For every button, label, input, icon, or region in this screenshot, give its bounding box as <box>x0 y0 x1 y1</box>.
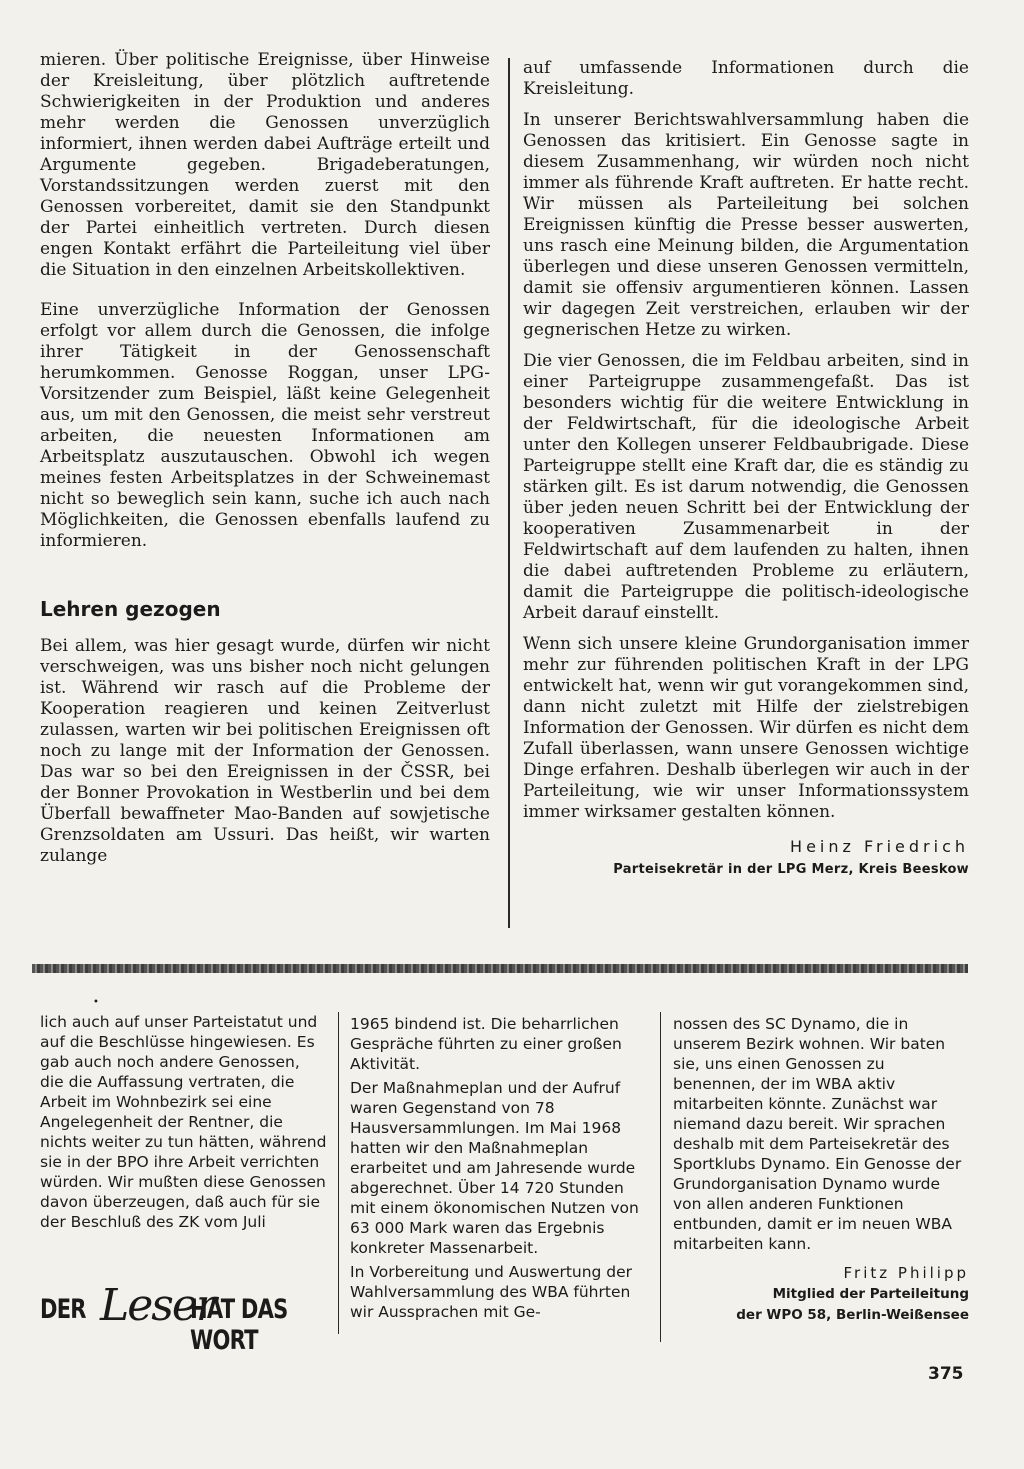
article1-paragraph: auf umfassende Informationen durch die Kreisleitung. <box>523 58 969 99</box>
logo-word-leser: Leser <box>100 1280 215 1331</box>
author-role-line: der WPO 58, Berlin-Weißensee <box>736 1307 969 1323</box>
der-leser-hat-das-wort-logo <box>40 1280 316 1356</box>
article1-paragraph: Die vier Genossen, die im Feldbau arbeiten, sind in einer Parteigruppe zusammengefaßt. Das ist besonders wichtig für die weitere Entwicklung in der Feldwirtschaft, für die ideologische Arbeit unter den Kollegen unserer Feldbaubrigade. Diese Parteigruppe stellt eine Kraft dar, die es ständig zu stärken gilt. Es ist darum notwendig, die Genossen über jeden neuen Schritt bei der Entwicklung der kooperativen Zusammenarbeit in der Feldwirtschaft auf dem laufenden zu halten, ihnen die dabei auftretenden Probleme zu erläutern, damit die Parteigruppe die politisch-ideologische Arbeit darauf einstellt. <box>523 351 969 623</box>
article2-paragraph: nossen des SC Dynamo, die in unserem Bezirk wohnen. Wir baten sie, uns einen Genossen zu benennen, der im WBA aktiv mitarbeiten könnte. Zunächst war niemand dazu bereit. Wir sprachen deshalb mit dem Parteisekretär des Sportklubs Dynamo. Ein Genosse der Grundorganisation Dynamo wurde von allen anderen Funktionen entbunden, damit er im neuen WBA mitarbeiten kann. <box>673 1015 962 1253</box>
author-name: Fritz Philipp <box>843 1264 969 1282</box>
article1-paragraph: Bei allem, was hier gesagt wurde, dürfen wir nicht verschweigen, was uns bisher noch nicht gelungen ist. Während wir rasch auf die Probleme der Kooperation reagieren und keinen Zeitverlust zulassen, warten wir bei politischen Ereignissen oft noch zu lange mit der Information der Genossen. Das war so bei den Ereignissen in der ČSSR, bei der Bonner Provokation in Westberlin und bei dem Überfall bewaffneter Mao-Banden auf sowjetische Grenzsoldaten am Ussuri. Das heißt, wir warten zulange <box>40 636 490 866</box>
article2-paragraph: In Vorbereitung und Auswertung der Wahlversammlung des WBA führten wir Aussprachen mit Ge- <box>350 1263 633 1321</box>
article2-paragraph: 1965 bindend ist. Die beharrlichen Gespräche führten zu einer großen Aktivität. <box>350 1015 622 1073</box>
article2-paragraph: lich auch auf unser Parteistatut und auf die Beschlüsse hingewiesen. Es gab auch noch andere Genossen, die die Auffassung vertraten, die Arbeit im Wohnbezirk sei eine Angelegenheit der Rentner, die nichts weiter zu tun hätten, während sie in der BPO ihre Arbeit verrichten würden. Wir mußten diese Genossen davon überzeugen, daß auch für sie der Beschluß des ZK vom Juli <box>40 1013 327 1231</box>
author-role: Parteisekretär in der LPG Merz, Kreis Beeskow <box>613 862 969 877</box>
article2-column-2 <box>350 1014 640 1322</box>
article2-column-3 <box>673 1014 969 1324</box>
column-divider <box>338 1012 339 1334</box>
section-separator <box>32 964 968 973</box>
print-speck: • <box>93 997 99 1008</box>
column-divider <box>660 1012 661 1342</box>
section-heading: Lehren gezogen <box>40 597 221 621</box>
article2-paragraph: Der Maßnahmeplan und der Aufruf waren Gegenstand von 78 Hausversammlungen. Im Mai 1968 hatten wir den Maßnahmeplan erarbeitet und am Jahresende wurde abgerechnet. Über 14 720 Stunden mit einem ökonomischen Nutzen von 63 000 Mark waren das Ergebnis konkreter Massenarbeit. <box>350 1079 639 1257</box>
column-divider <box>508 58 510 928</box>
author-role-line: Mitglied der Parteileitung <box>772 1286 969 1302</box>
article1-paragraph: mieren. Über politische Ereignisse, über Hinweise der Kreisleitung, über plötzlich auftretende Schwierigkeiten in der Produktion und anderes mehr werden die Genossen unverzüglich informiert, ihnen werden dabei Aufträge erteilt und Argumente gegeben. Brigadeberatungen, Vorstandssitzungen werden zuerst mit den Genossen vorbereitet, damit sie den Standpunkt der Partei einheitlich vertreten. Durch diesen engen Kontakt erfährt die Parteileitung viel über die Situation in den einzelnen Arbeitskollektiven. <box>40 50 490 280</box>
logo-word-der: DER <box>40 1294 86 1325</box>
article1-left-column <box>40 50 490 867</box>
article1-paragraph: Eine unverzügliche Information der Genossen erfolgt vor allem durch die Genossen, die infolge ihrer Tätigkeit in der Genossenschaft herumkommen. Genosse Roggan, unser LPG-Vorsitzender zum Beispiel, läßt keine Gelegenheit aus, um mit den Genossen, die meist sehr verstreut arbeiten, die neuesten Informationen am Arbeitsplatz auszutauschen. Obwohl ich wegen meines festen Arbeitsplatzes in der Schweinemast nicht so beweglich sein kann, suche ich auch nach Möglichkeiten, die Genossen ebenfalls laufend zu informieren. <box>40 300 490 551</box>
article2-column-1 <box>40 1012 328 1232</box>
article1-paragraph: Wenn sich unsere kleine Grundorganisation immer mehr zur führenden politischen Kraft in der LPG entwickelt hat, wenn wir gut vorangekommen sind, dann nicht zuletzt mit Hilfe der zielstrebigen Information der Genossen. Wir dürfen es nicht dem Zufall überlassen, wann unsere Genossen wichtige Dinge erfahren. Deshalb überlegen wir auch in der Parteileitung, wie wir unser Informationssystem immer wirksamer gestalten können. <box>523 634 969 822</box>
article1-right-column <box>523 58 969 877</box>
logo-word-hat-das-wort: HAT DAS WORT <box>190 1294 288 1356</box>
article1-paragraph: In unserer Berichtswahlversammlung haben die Genossen das kritisiert. Ein Genosse sagte in diesem Zusammenhang, wir würden noch nicht immer als führende Kraft auftreten. Er hatte recht. Wir müssen als Parteileitung bei solchen Ereignissen künftig die Presse besser auswerten, uns rasch eine Meinung bilden, die Argumentation überlegen und diese unseren Genossen vermitteln, damit sie offensiv argumentieren können. Lassen wir dagegen Zeit verstreichen, erlauben wir der gegnerischen Hetze zu wirken. <box>523 110 969 340</box>
author-name: Heinz Friedrich <box>790 837 969 856</box>
page-number: 375 <box>928 1364 964 1384</box>
